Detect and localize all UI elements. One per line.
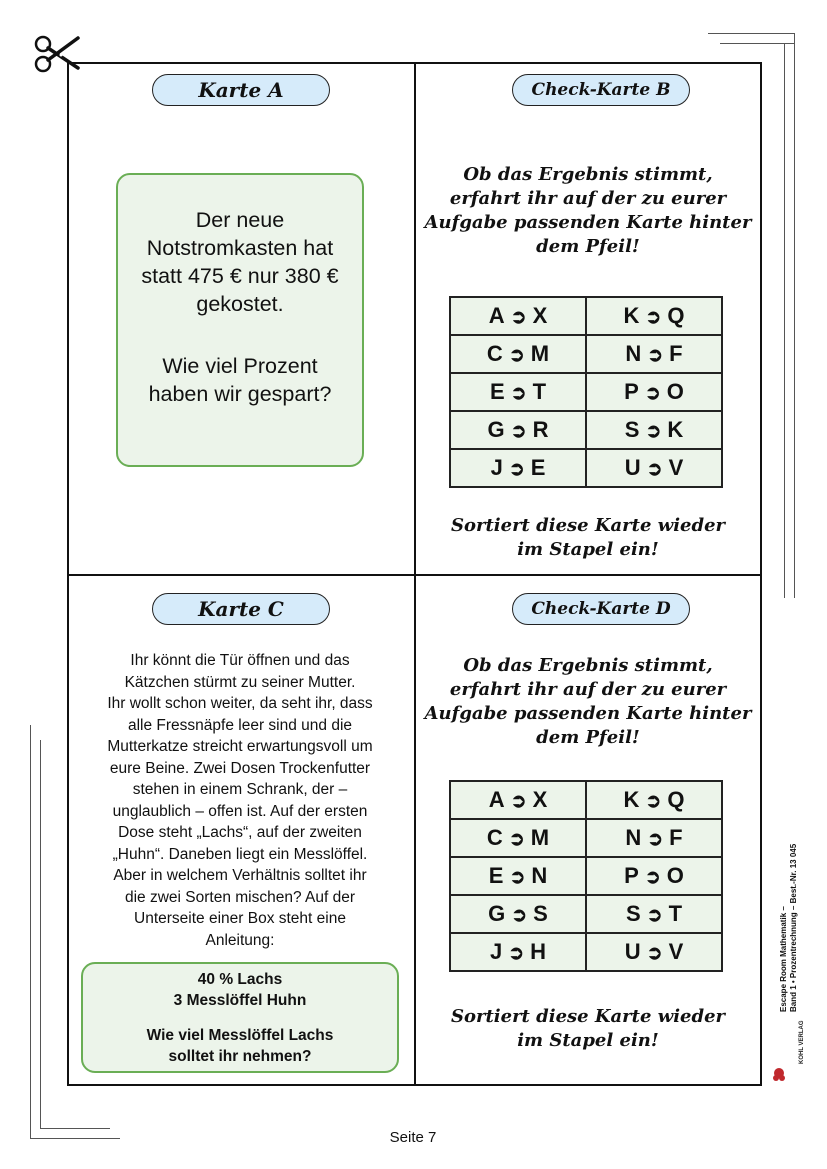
card-b-outro-line: Sortiert diese Karte wieder (450, 515, 726, 536)
arrow-icon: ➲ (645, 421, 662, 442)
arrow-icon: ➲ (511, 905, 528, 926)
arrow-icon: ➲ (509, 867, 526, 888)
card-d-outro-line: Sortiert diese Karte wieder (450, 1006, 726, 1027)
card-d-intro-line: Aufgabe passenden Karte hinter (424, 703, 752, 724)
code-cell: C ➲ M (450, 335, 586, 373)
series-title: Escape Room Mathematik – (779, 906, 788, 1012)
arrow-icon: ➲ (508, 459, 525, 480)
arrow-icon: ➲ (645, 307, 662, 328)
card-a-question-line: Wie viel Prozent (162, 354, 318, 378)
card-c-story-line: Mutterkatze streicht erwartungsvoll um (107, 738, 373, 755)
arrow-icon: ➲ (646, 943, 663, 964)
arrow-icon: ➲ (508, 943, 525, 964)
code-cell: U ➲ V (586, 933, 722, 971)
card-d-intro-line: Ob das Ergebnis stimmt, (463, 655, 713, 676)
card-a-task (116, 206, 364, 408)
code-cell: G ➲ S (450, 895, 586, 933)
code-cell: J ➲ E (450, 449, 586, 487)
code-row (450, 895, 722, 933)
card-d-outro (418, 1005, 758, 1053)
card-a-task-spacer (116, 318, 364, 352)
arrow-icon: ➲ (644, 867, 661, 888)
card-b-outro (418, 514, 758, 562)
card-a-title: Karte A (152, 74, 330, 106)
card-d-outro-line: im Stapel ein! (517, 1030, 659, 1051)
code-cell: E ➲ T (450, 373, 586, 411)
arrow-icon: ➲ (647, 829, 664, 850)
arrow-icon: ➲ (646, 459, 663, 480)
code-cell: U ➲ V (586, 449, 722, 487)
code-row (450, 411, 722, 449)
code-row (450, 373, 722, 411)
code-cell: N ➲ F (586, 819, 722, 857)
card-divider-horizontal (69, 574, 760, 576)
card-c-story-line: Ihr wollt schon weiter, da seht ihr, dass (107, 695, 373, 712)
publisher-logo (771, 1066, 787, 1084)
card-b-title: Check-Karte B (512, 74, 690, 106)
code-cell: S ➲ K (586, 411, 722, 449)
card-a-task-line: Notstromkasten hat (146, 236, 334, 260)
code-row (450, 781, 722, 819)
code-cell: N ➲ F (586, 335, 722, 373)
arrow-icon: ➲ (647, 345, 664, 366)
frame-line-right-v2 (784, 43, 785, 598)
card-c-box-line: 40 % Lachs (197, 971, 283, 988)
card-b-intro-line: dem Pfeil! (536, 236, 640, 257)
code-row (450, 297, 722, 335)
card-c-story-line: stehen in einem Schrank, der – (132, 781, 348, 798)
card-a-task-line: Der neue (195, 208, 285, 232)
frame-line-left-v2 (40, 740, 41, 1128)
card-c-story-line: Kätzchen stürmt zu seiner Mutter. (124, 673, 356, 691)
card-c-story-line: Anleitung: (205, 931, 275, 949)
card-c-story-line: Aber in welchem Verhältnis solltet ihr (113, 867, 367, 884)
frame-line-bottom-left (30, 1138, 120, 1139)
card-c-story-line: Dose steht „Lachs“, auf der zweiten (118, 824, 362, 841)
frame-line-top-right (708, 33, 795, 34)
card-c-story-line: alle Fressnäpfe leer sind und die (127, 716, 353, 734)
code-row (450, 335, 722, 373)
arrow-icon: ➲ (508, 829, 525, 850)
card-c-question-line: Wie viel Messlöffel Lachs (146, 1027, 334, 1044)
card-c-task (81, 969, 399, 1067)
card-c-box-spacer (81, 1011, 399, 1025)
arrow-icon: ➲ (510, 791, 527, 812)
card-c-story-line: Ihr könnt die Tür öffnen und das (130, 652, 350, 669)
card-a-question-line: haben wir gespart? (148, 382, 332, 406)
card-d-intro-line: erfahrt ihr auf der zu eurer (449, 679, 727, 700)
card-b-intro (418, 163, 758, 259)
card-c-story-line: unglaublich – offen ist. Auf der ersten (112, 802, 368, 820)
card-d-intro (418, 654, 758, 750)
code-cell: S ➲ T (586, 895, 722, 933)
arrow-icon: ➲ (645, 791, 662, 812)
card-b-intro-line: Aufgabe passenden Karte hinter (424, 212, 752, 233)
card-b-code-table (449, 296, 723, 488)
code-row (450, 819, 722, 857)
card-c-box-line: 3 Messlöffel Huhn (173, 992, 307, 1009)
band-info: Band 1 • Prozentrechnung – Best.-Nr. 13 045 (789, 843, 798, 1012)
card-b-outro-line: im Stapel ein! (517, 539, 659, 560)
card-d-title: Check-Karte D (512, 593, 690, 625)
arrow-icon: ➲ (646, 905, 663, 926)
code-row (450, 857, 722, 895)
card-b-intro-line: Ob das Ergebnis stimmt, (463, 164, 713, 185)
publisher-name: KOHL VERLAG (799, 1020, 805, 1064)
card-c-story-line: Unterseite einer Box steht eine (134, 910, 346, 927)
card-a-task-line: gekostet. (196, 292, 284, 316)
code-cell: P ➲ O (586, 857, 722, 895)
arrow-icon: ➲ (644, 383, 661, 404)
arrow-icon: ➲ (510, 421, 527, 442)
card-c-question-line: solltet ihr nehmen? (168, 1048, 312, 1065)
code-row (450, 449, 722, 487)
arrow-icon: ➲ (508, 345, 525, 366)
card-b-intro-line: erfahrt ihr auf der zu eurer (449, 188, 727, 209)
card-c-story-line: die zwei Sorten mischen? Auf der (124, 888, 356, 906)
card-d-intro-line: dem Pfeil! (536, 727, 640, 748)
code-cell: J ➲ H (450, 933, 586, 971)
code-cell: G ➲ R (450, 411, 586, 449)
code-row (450, 933, 722, 971)
code-cell: E ➲ N (450, 857, 586, 895)
code-cell: A ➲ X (450, 297, 586, 335)
code-cell: C ➲ M (450, 819, 586, 857)
card-c-story-line: „Huhn“. Daneben liegt ein Messlöffel. (112, 845, 368, 863)
code-cell: K ➲ Q (586, 781, 722, 819)
card-d-code-table (449, 780, 723, 972)
code-cell: A ➲ X (450, 781, 586, 819)
card-c-title: Karte C (152, 593, 330, 625)
card-c-story (84, 650, 396, 951)
arrow-icon: ➲ (510, 307, 527, 328)
card-c-story-line: eure Beine. Zwei Dosen Trockenfutter (109, 759, 371, 777)
code-cell: P ➲ O (586, 373, 722, 411)
frame-line-left-v (30, 725, 31, 1138)
page-number: Seite 7 (389, 1129, 437, 1146)
card-a-task-line: statt 475 € nur 380 € (141, 264, 339, 288)
frame-line-bottom-left-2 (40, 1128, 110, 1129)
code-cell: K ➲ Q (586, 297, 722, 335)
arrow-icon: ➲ (510, 383, 527, 404)
frame-line-right-v (794, 33, 795, 598)
